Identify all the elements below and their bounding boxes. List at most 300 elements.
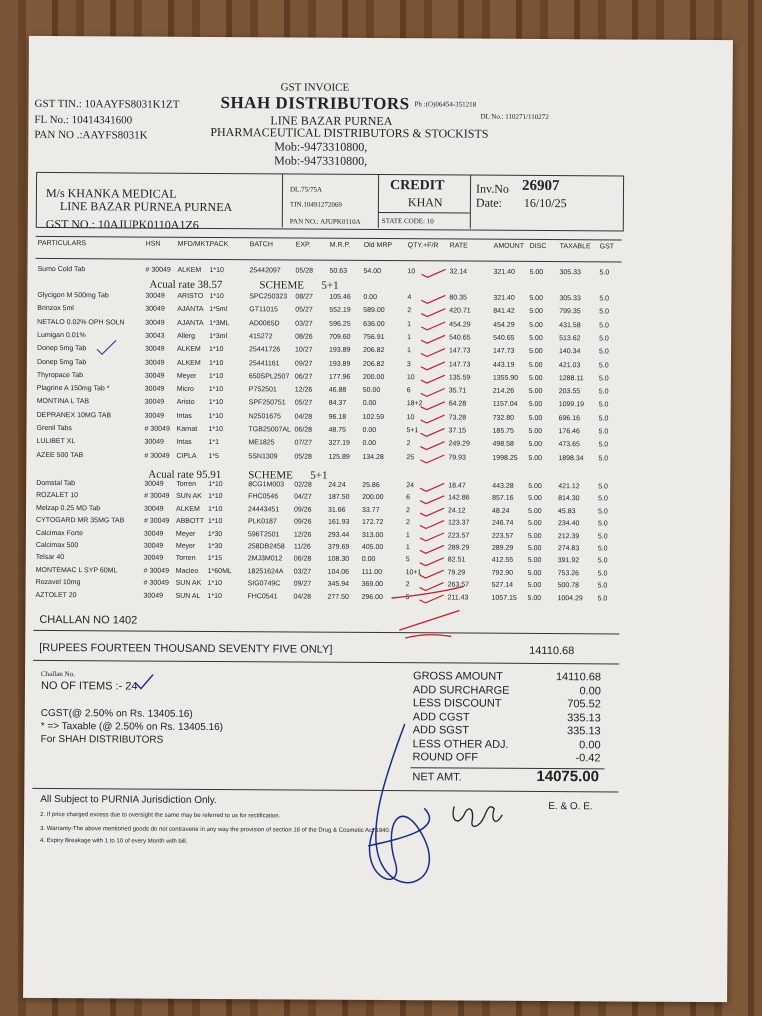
table-cell: 596T2501 [247, 530, 280, 538]
red-tick [421, 295, 445, 303]
red-tick [421, 348, 445, 356]
red-tick [420, 520, 444, 528]
table-cell: 5.00 [527, 520, 542, 528]
table-cell: 211.43 [447, 594, 469, 602]
table-cell: Intas [176, 439, 192, 447]
table-cell: 46.88 [328, 386, 347, 394]
table-cell: 30049 [143, 542, 164, 550]
table-cell: PLK0187 [247, 518, 277, 526]
table-cell: 6 [406, 387, 411, 395]
table-cell: 04/28 [294, 413, 313, 421]
table-cell: 473.65 [558, 441, 580, 449]
table-cell: 10 [406, 413, 415, 421]
table-cell: 147.73 [493, 347, 515, 356]
table-cell: 03/27 [295, 320, 313, 328]
table-cell: 1 [405, 531, 410, 539]
table-cell: 172.72 [361, 519, 384, 527]
total-value: 0.00 [579, 684, 601, 697]
table-cell: 102.59 [362, 413, 385, 421]
table-cell: CYTOGARD MR 35MG TAB [35, 517, 125, 525]
table-cell: Domstal Tab [36, 479, 76, 488]
table-cell: 1*10 [208, 386, 224, 394]
table-cell: GT11015 [249, 306, 278, 314]
table-cell: 03/27 [293, 568, 312, 576]
company-phone: Ph :(O)06454-351218 [414, 100, 477, 109]
table-cell: 10+1 [405, 568, 422, 577]
table-cell: 263.57 [447, 581, 470, 589]
black-signature [453, 806, 502, 826]
table-cell: 5.0 [599, 335, 609, 343]
table-cell: 1898.34 [558, 454, 584, 462]
table-cell: 5.0 [597, 557, 608, 565]
credit-label: CREDIT [389, 178, 445, 194]
table-cell: Glycigon M 500mg Tab [37, 291, 109, 300]
table-cell: Brinzox 5ml [37, 305, 74, 313]
table-cell: 10 [407, 268, 416, 276]
table-cell: 31.66 [328, 506, 346, 514]
table-cell: 5.00 [529, 334, 543, 342]
table-cell: 05/28 [295, 267, 314, 275]
table-cell: Meyer [176, 372, 197, 380]
table-cell: 1*10 [208, 493, 223, 501]
table-cell: 1157.04 [492, 401, 518, 409]
table-cell: 5.0 [598, 428, 609, 436]
scheme-a-label: SCHEME [259, 279, 305, 292]
table-cell: Melzap 0.25 MD Tab [36, 504, 101, 513]
table-cell: ROZALET 10 [36, 492, 79, 500]
table-cell: 50.63 [329, 267, 348, 275]
table-cell: 5.00 [527, 557, 542, 565]
table-cell: SUN AK [176, 493, 202, 501]
table-cell: 5.00 [527, 569, 542, 577]
table-cell: 8CG1M003 [248, 481, 285, 489]
table-cell: 30049 [143, 592, 164, 600]
table-cell: 30049 [144, 372, 165, 380]
table-cell: 321.40 [493, 268, 515, 276]
table-cell: 1*60ML [207, 567, 232, 575]
table-cell: 09/27 [294, 359, 313, 368]
company-name: SHAH DISTRIBUTORS [220, 93, 410, 114]
table-cell: 06/28 [293, 555, 312, 563]
table-cell: Karnat [176, 425, 198, 433]
challan-no-label: Challan No. [41, 669, 75, 679]
table-cell: 379.69 [327, 543, 350, 551]
table-cell: 857.16 [492, 495, 514, 503]
table-cell: CIPLA [176, 452, 197, 460]
table-cell: 12/26 [293, 531, 312, 539]
table-cell: 33.77 [362, 506, 380, 514]
table-cell: 09/27 [293, 580, 312, 588]
table-cell: Calcimax 500 [35, 541, 79, 550]
table-cell: 345.94 [327, 580, 350, 589]
table-cell: 5.00 [528, 441, 543, 449]
total-value: -0.42 [575, 752, 601, 765]
customer-address: LINE BAZAR PURNEA PURNEA [59, 199, 233, 215]
table-cell: 09/26 [293, 518, 312, 526]
table-cell: 2 [407, 307, 412, 315]
table-cell: 321.40 [493, 294, 515, 302]
table-cell: 30049 [145, 345, 165, 353]
table-cell: 25441726 [249, 346, 281, 354]
table-cell: 0.00 [362, 400, 377, 408]
table-cell: 5.0 [598, 361, 609, 369]
column-header: QTY.+F/R [407, 242, 439, 250]
table-cell: 5.0 [598, 508, 608, 516]
table-cell: 1*10 [209, 346, 224, 354]
table-cell: 25.86 [362, 481, 380, 490]
table-cell: 206.82 [363, 347, 385, 355]
table-cell: 04/28 [293, 593, 312, 601]
table-cell: 5.00 [528, 495, 542, 503]
table-cell: 5.00 [528, 454, 543, 462]
table-cell: 200.00 [362, 494, 384, 502]
table-cell: Plagrine A 150mg Tab * [36, 385, 110, 393]
table-cell: 30049 [145, 292, 165, 300]
table-cell: 246.74 [491, 519, 514, 528]
table-cell: 5.0 [598, 401, 609, 409]
table-cell: 12/26 [294, 386, 313, 394]
table-cell: 06/27 [294, 373, 313, 381]
red-tick [421, 415, 445, 423]
table-cell: 48.24 [492, 507, 510, 515]
table-cell: 5.00 [528, 507, 542, 515]
pan-no: PAN NO .:AAYFS8031K [34, 128, 148, 142]
table-cell: 799.35 [559, 308, 581, 316]
date-label: Date: [475, 195, 502, 210]
table-cell: 1*10 [207, 592, 222, 600]
table-cell: Torren [176, 480, 197, 488]
table-cell: 421.12 [558, 483, 580, 491]
table-cell: ME1825 [248, 439, 275, 447]
table-cell: 513.62 [559, 334, 581, 343]
table-cell: LULIBET XL [36, 438, 76, 446]
taxable-note: * => Taxable (@ 2.50% on Rs. 13405.16) [40, 720, 224, 734]
table-cell: 07/27 [294, 439, 313, 447]
table-cell: 696.16 [558, 414, 581, 422]
table-cell: 223.57 [491, 532, 514, 540]
table-cell: 142.86 [448, 494, 470, 502]
table-cell: ABBOTT [175, 517, 205, 526]
table-cell: ALKEM [177, 266, 202, 274]
table-cell: 1*10 [208, 359, 224, 367]
total-label: ADD CGST [412, 710, 470, 724]
table-cell: 82.51 [447, 556, 466, 564]
table-cell: 30043 [145, 332, 165, 340]
gst-tin: GST TIN.: 10AAYFS8031K1ZT [34, 97, 180, 111]
table-cell: P752501 [248, 386, 277, 394]
table-cell: AJANTA [177, 306, 204, 314]
total-label: ROUND OFF [412, 751, 478, 764]
table-cell: 04/27 [294, 493, 312, 501]
table-cell: 540.65 [493, 334, 515, 342]
scheme-b-rate: Acual rate 95.91 [148, 468, 222, 482]
red-tick-marks [419, 269, 445, 603]
total-value: 705.52 [567, 698, 601, 711]
red-tick [420, 558, 444, 566]
table-cell: 30049 [144, 438, 164, 446]
table-cell: 732.80 [492, 414, 515, 422]
table-cell: SPF250751 [248, 399, 286, 407]
table-cell: 1288.11 [558, 374, 584, 383]
table-cell: 54.00 [363, 267, 382, 276]
table-cell: 5.0 [597, 570, 608, 578]
red-scribble [391, 586, 463, 638]
company-business: PHARMACEUTICAL DISTRIBUTORS & STOCKISTS [210, 124, 489, 141]
column-header: Old MRP [363, 241, 393, 250]
table-cell: Thyropace Tab [36, 371, 84, 379]
table-cell: 79.29 [447, 569, 466, 577]
table-cell: 200.00 [362, 373, 385, 381]
table-cell: 177.96 [328, 373, 351, 381]
table-cell: 1*10 [208, 399, 224, 407]
column-header: M.R.P. [329, 241, 351, 249]
table-cell: Micro [176, 385, 194, 393]
net-amount-value: 14075.00 [536, 767, 600, 786]
cgst-note: CGST(@ 2.50% on Rs. 13405.16) [40, 707, 193, 720]
column-header: PARTICULARS [37, 239, 87, 248]
total-value: 14110.68 [555, 671, 602, 684]
table-cell: 277.50 [327, 593, 349, 601]
table-cell: 5+1 [406, 427, 419, 435]
table-cell: 1*10 [208, 505, 223, 513]
table-cell: 1*3ML [209, 319, 230, 327]
table-cell: 05/27 [295, 306, 313, 314]
red-tick [420, 508, 444, 516]
table-cell: 5.0 [599, 321, 609, 330]
table-cell: 10/27 [295, 346, 313, 354]
table-cell: 1*10 [209, 292, 224, 301]
table-cell: 30049 [144, 505, 164, 513]
table-cell: 5.00 [528, 388, 543, 396]
table-cell: 18.47 [448, 482, 466, 490]
column-header: TAXABLE [559, 243, 591, 251]
table-cell: 193.89 [328, 360, 351, 368]
table-cell: 30049 [144, 359, 165, 367]
table-cell: 123.37 [447, 519, 470, 527]
red-tick [421, 388, 445, 396]
table-cell: 30049 [144, 480, 164, 488]
table-cell: 1*10 [207, 518, 223, 526]
table-cell: Torren [175, 555, 196, 563]
table-cell: 814.30 [558, 495, 580, 503]
table-cell: 443.19 [492, 361, 515, 369]
red-tick [421, 362, 445, 370]
table-cell: 5.0 [598, 495, 608, 503]
table-cell: 25 [406, 453, 415, 461]
table-cell: 5.00 [529, 308, 543, 316]
table-cell: 5SN1309 [248, 452, 278, 460]
table-cell: 5.0 [597, 532, 608, 540]
table-cell: 0.00 [362, 426, 377, 434]
total-label: ADD SGST [412, 724, 469, 737]
table-cell: 214.26 [492, 387, 515, 395]
table-cell: 1057.15 [491, 594, 517, 602]
gst-invoice-title: GST INVOICE [280, 81, 350, 94]
table-cell: 06/28 [294, 426, 313, 434]
table-cell: 0.00 [361, 556, 376, 564]
red-tick [420, 496, 444, 504]
blue-tick [135, 675, 153, 689]
table-cell: 1*10 [208, 425, 223, 434]
mobile-1: Mob:-9473310800, [274, 139, 368, 154]
note-4: 4. Expiry Breakage with 1 to 10 of every Month with bill. [40, 837, 188, 845]
table-cell: 1*10 [208, 412, 224, 420]
table-cell: 30049 [143, 530, 164, 538]
eoe: E. & O. E. [548, 801, 593, 813]
table-cell: 24.24 [328, 481, 346, 489]
table-cell: 30049 [144, 412, 165, 420]
table-cell: 1 [405, 544, 410, 552]
handwritten-marks [23, 36, 733, 1002]
table-cell: Donep 5mg Tab [37, 345, 87, 353]
table-cell: 48.75 [328, 426, 347, 434]
table-cell: 2 [405, 519, 410, 527]
table-cell: 84.37 [328, 400, 347, 408]
table-cell: 2 [406, 506, 410, 514]
table-cell: 405.00 [361, 543, 384, 552]
table-cell: 1 [407, 347, 411, 355]
table-cell: 1*10 [208, 372, 224, 380]
table-cell: 2MJ3M012 [247, 555, 283, 563]
table-cell: 08/27 [295, 293, 313, 301]
table-cell: Grenil Tabs [36, 424, 72, 433]
table-cell: Lumigan 0.01% [37, 331, 86, 340]
table-cell: SPC250323 [249, 293, 288, 301]
note-3: 3. Warranty-The above mentioned goods do not contravene in any way the provision of section 18 of the Drug & Cosmetic Act 1940. [40, 825, 391, 835]
table-cell: 5.00 [527, 582, 542, 590]
red-tick [421, 375, 445, 383]
table-cell: Telsar 40 [35, 554, 65, 562]
table-cell: 147.73 [449, 347, 471, 355]
total-label: LESS DISCOUNT [412, 697, 502, 710]
items-count: NO OF ITEMS :- 24 [40, 679, 138, 693]
table-cell: 206.82 [362, 360, 385, 368]
red-tick [420, 455, 444, 463]
table-cell: 135.59 [448, 374, 471, 382]
table-cell: 45.83 [558, 507, 576, 516]
table-cell: Meyer [175, 530, 196, 538]
table-cell: 30049 [143, 554, 164, 563]
table-cell: 753.26 [557, 569, 580, 578]
red-tick [420, 533, 444, 541]
table-cell: 18251624A [247, 568, 284, 576]
invoice-no-label: Inv.No [475, 181, 509, 196]
table-cell: 5.00 [529, 294, 543, 303]
table-cell: Calcimax Forte [35, 529, 84, 537]
table-cell: 111.00 [361, 568, 383, 576]
column-header: DISC [529, 242, 547, 251]
company-dl: DL No.: 110271/110272 [480, 112, 549, 122]
table-cell: 650SPL2507 [248, 373, 290, 381]
table-cell: 09/26 [294, 506, 312, 514]
table-cell: 391.92 [557, 557, 580, 565]
table-cell: 756.91 [363, 333, 385, 341]
table-cell: 79.93 [448, 454, 466, 462]
table-cell: SUN AK [175, 579, 202, 588]
table-cell: 5.00 [527, 594, 542, 602]
table-cell: 18+2 [406, 400, 423, 408]
table-cell: 5.0 [598, 483, 608, 491]
table-cell: 1 [407, 334, 412, 342]
red-tick [419, 595, 443, 603]
table-cell: 5.0 [599, 295, 610, 303]
table-cell: 527.14 [491, 581, 514, 590]
table-cell: 5.00 [529, 348, 543, 356]
table-cell: 234.40 [557, 520, 580, 528]
table-cell: 5.0 [598, 454, 609, 462]
table-cell: 421.03 [558, 361, 581, 369]
table-cell: 24443451 [248, 506, 280, 514]
total-label: GROSS AMOUNT [413, 670, 503, 683]
table-cell: 305.33 [559, 295, 581, 303]
table-cell: 30049 [145, 305, 165, 313]
table-cell: 32.14 [449, 268, 468, 276]
table-cell: 454.29 [449, 321, 471, 329]
table-cell: 73.28 [448, 414, 467, 422]
red-tick [421, 269, 445, 277]
table-cell: 5.00 [528, 374, 543, 382]
total-label: LESS OTHER ADJ. [412, 737, 509, 751]
table-cell: 10 [406, 373, 415, 382]
table-cell: 5.00 [528, 427, 543, 436]
table-cell: 134.28 [362, 453, 384, 461]
table-cell: 5.00 [528, 482, 542, 491]
table-cell: SUN AL [175, 592, 201, 600]
table-cell: TGB25007AL [248, 426, 291, 434]
table-cell: 296.00 [361, 593, 383, 601]
for-company: For SHAH DISTRIBUTORS [40, 733, 164, 746]
table-cell: 540.65 [449, 334, 471, 342]
table-cell: Sumo Cold Tab [37, 265, 86, 274]
table-cell: Meyer [175, 542, 196, 550]
customer-tin: TIN.10491272069 [289, 200, 342, 209]
table-cell: 212.39 [557, 532, 580, 540]
scheme-b-label: SCHEME [248, 469, 293, 482]
table-cell: 5.00 [529, 268, 544, 277]
table-cell: 4 [407, 294, 412, 302]
challan-no: CHALLAN NO 1402 [39, 613, 138, 627]
table-cell: ARISTO [177, 292, 204, 300]
table-cell: # 30049 [144, 452, 170, 460]
table-cell: 305.33 [559, 269, 581, 277]
column-header: BATCH [249, 241, 273, 249]
table-cell: 140.34 [559, 348, 581, 356]
fl-no: FL No.: 10414341600 [34, 113, 133, 127]
table-cell: 258DB2458 [247, 543, 285, 551]
table-cell: 5.0 [599, 308, 610, 316]
table-cell: 5.00 [527, 532, 542, 540]
table-cell: Donep 5mg Tab [36, 358, 87, 366]
table-cell: # 30049 [143, 579, 169, 587]
table-cell: 1 [407, 320, 412, 328]
column-header: PACK [209, 240, 229, 249]
table-cell: 24 [406, 482, 415, 490]
column-header: GST [599, 243, 615, 251]
table-cell: 500.78 [557, 582, 580, 590]
table-cell: 1*5ml [209, 306, 228, 314]
invoice-date: 16/10/25 [523, 195, 567, 211]
table-cell: ALKEM [176, 359, 201, 367]
table-cell: 30049 [144, 398, 165, 407]
table-cell: 0.00 [363, 293, 377, 301]
table-cell: 223.57 [447, 532, 470, 540]
table-cell: 274.83 [557, 545, 580, 553]
table-cell: 5.00 [528, 414, 543, 422]
table-cell: 5.0 [597, 594, 608, 602]
table-cell: 289.29 [491, 544, 514, 552]
table-cell: 5.0 [599, 269, 610, 277]
table-cell: N2501675 [248, 412, 281, 421]
